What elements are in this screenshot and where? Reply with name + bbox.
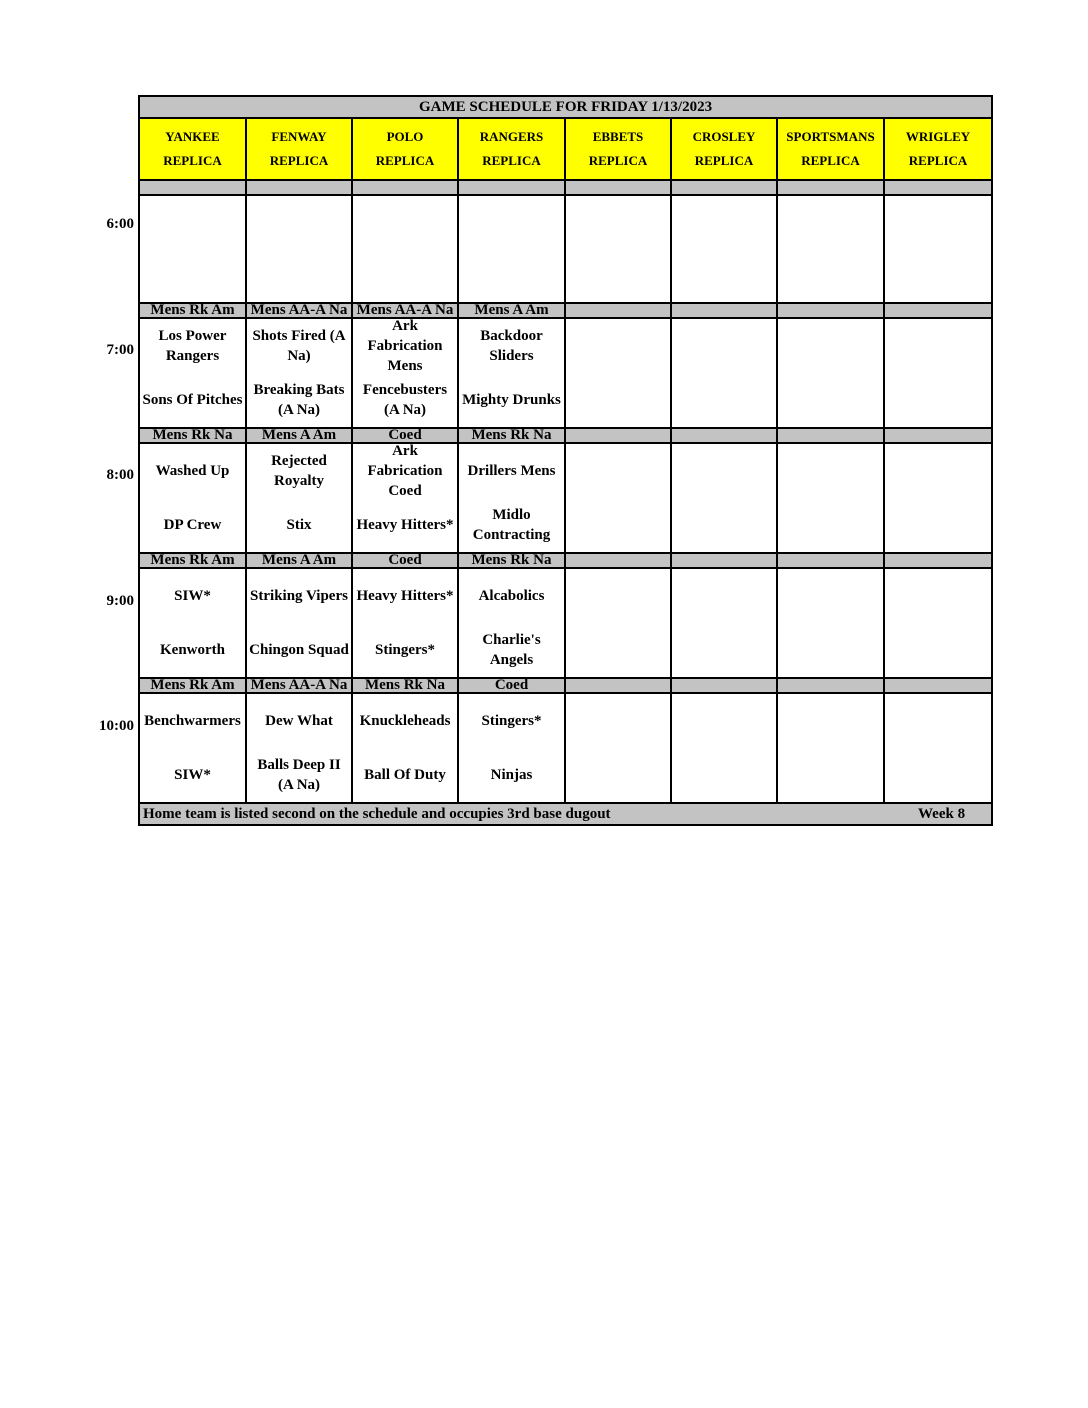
away-team (672, 444, 776, 498)
game-cell (777, 443, 884, 553)
field-header (139, 118, 246, 180)
away-team: SIW* (174, 588, 211, 604)
schedule-table (138, 95, 993, 826)
home-team: Charlie's Angels (482, 632, 541, 668)
game-cell (352, 693, 458, 803)
field-sub: REPLICA (908, 153, 968, 168)
game-cell (884, 568, 992, 678)
home-team: SIW* (174, 767, 211, 783)
division-label (777, 553, 884, 568)
division-label: Mens Rk Am (139, 678, 246, 693)
home-team: Sons Of Pitches (142, 392, 243, 408)
game-cell (565, 443, 671, 553)
game-cell (458, 443, 565, 553)
home-team: Ninjas (490, 767, 533, 783)
time-label-10: 10:00 (99, 718, 134, 734)
field-sub: REPLICA (163, 153, 222, 168)
home-team (885, 373, 991, 427)
empty-cell (884, 195, 992, 303)
slot-7-row (139, 318, 992, 428)
game-cell (458, 568, 565, 678)
division-label: Mens AA-A Na (352, 303, 458, 318)
home-team: Chingon Squad (249, 642, 349, 658)
field-sub: REPLICA (375, 153, 435, 168)
away-team (566, 444, 670, 498)
field-name: FENWAY (271, 129, 327, 144)
away-team: Washed Up (155, 463, 230, 479)
division-label (777, 678, 884, 693)
away-team (778, 569, 883, 623)
division-label: Coed (458, 678, 565, 693)
away-team (885, 694, 991, 748)
empty-cell (352, 195, 458, 303)
field-name: CROSLEY (692, 129, 756, 144)
division-label (777, 303, 884, 318)
home-team (566, 623, 670, 677)
away-team (778, 694, 883, 748)
spacer-cell (671, 180, 777, 195)
game-cell (884, 318, 992, 428)
division-label: Mens Rk Na (458, 428, 565, 443)
division-label: Mens AA-A Na (246, 678, 352, 693)
game-cell (139, 568, 246, 678)
division-label (884, 303, 992, 318)
division-label (671, 303, 777, 318)
home-team: DP Crew (163, 517, 222, 533)
game-cell (884, 443, 992, 553)
field-sub: REPLICA (694, 153, 754, 168)
away-team: Benchwarmers (144, 713, 241, 729)
home-team: Stix (286, 517, 312, 533)
home-team (566, 498, 670, 552)
division-row (139, 428, 992, 443)
home-team: Mighty Drunks (462, 392, 561, 408)
game-cell (139, 318, 246, 428)
slot-6-row (139, 195, 992, 303)
away-team: Ark Fabrication Mens (367, 318, 443, 374)
division-label: Mens Rk Am (139, 553, 246, 568)
away-team (566, 569, 670, 623)
field-name: RANGERS (479, 129, 544, 144)
game-cell (458, 318, 565, 428)
home-team: Breaking Bats (A Na) (253, 382, 345, 418)
footer-row (139, 803, 992, 825)
home-team (885, 748, 991, 802)
away-team: Striking Vipers (250, 588, 348, 604)
field-sub: REPLICA (801, 153, 860, 168)
away-team (885, 319, 991, 373)
time-label-6: 6:00 (106, 216, 134, 232)
field-name: EBBETS (592, 129, 644, 144)
away-team (778, 319, 883, 373)
division-label (884, 428, 992, 443)
division-label: Mens Rk Na (139, 428, 246, 443)
time-label-8: 8:00 (106, 467, 134, 483)
away-team (672, 569, 776, 623)
away-team (566, 319, 670, 373)
empty-cell (671, 195, 777, 303)
game-cell (777, 318, 884, 428)
division-label: Mens A Am (458, 303, 565, 318)
field-header (352, 118, 458, 180)
spacer-cell (352, 180, 458, 195)
field-name: YANKEE (165, 129, 220, 144)
empty-cell (777, 195, 884, 303)
away-team (672, 694, 776, 748)
game-cell (671, 568, 777, 678)
game-cell (246, 568, 352, 678)
home-team (672, 498, 776, 552)
footer-cell (139, 803, 992, 825)
division-label (671, 678, 777, 693)
field-name: POLO (386, 129, 424, 144)
home-team: Balls Deep II (A Na) (257, 757, 341, 793)
home-team: Kenworth (160, 642, 225, 658)
away-team: Shots Fired (A Na) (252, 328, 346, 364)
field-header (458, 118, 565, 180)
schedule-title: GAME SCHEDULE FOR FRIDAY 1/13/2023 (139, 96, 992, 118)
division-label: Mens Rk Na (352, 678, 458, 693)
game-cell (884, 693, 992, 803)
time-label-9: 9:00 (106, 593, 134, 609)
week-label: Week 8 (918, 805, 966, 822)
game-cell (352, 568, 458, 678)
field-name: WRIGLEY (905, 129, 971, 144)
home-team: Fencebusters (A Na) (362, 382, 448, 418)
home-team (778, 373, 883, 427)
away-team: Alcabolics (478, 588, 545, 604)
field-header (246, 118, 352, 180)
away-team: Stingers* (481, 713, 542, 729)
spacer-cell (139, 180, 246, 195)
division-label (565, 553, 671, 568)
home-team (672, 373, 776, 427)
division-label (565, 678, 671, 693)
title-row (139, 96, 992, 118)
game-cell (352, 443, 458, 553)
empty-cell (458, 195, 565, 303)
away-team: Heavy Hitters* (356, 588, 454, 604)
game-cell (565, 693, 671, 803)
away-team (778, 444, 883, 498)
spacer-cell (458, 180, 565, 195)
home-team: Ball Of Duty (364, 767, 446, 783)
away-team: Ark Fabrication Coed (367, 443, 443, 499)
division-label: Coed (352, 428, 458, 443)
division-label (671, 553, 777, 568)
game-cell (458, 693, 565, 803)
field-name: SPORTSMANS (786, 129, 875, 144)
field-header (777, 118, 884, 180)
home-team (885, 498, 991, 552)
home-team (778, 623, 883, 677)
spacer-cell (884, 180, 992, 195)
slot-9-row (139, 568, 992, 678)
away-team: Knuckleheads (359, 713, 451, 729)
home-team: Midlo Contracting (472, 507, 551, 543)
game-cell (246, 443, 352, 553)
game-cell (139, 443, 246, 553)
division-label (884, 553, 992, 568)
division-label: Mens Rk Am (139, 303, 246, 318)
division-label: Mens AA-A Na (246, 303, 352, 318)
empty-cell (139, 195, 246, 303)
game-cell (246, 693, 352, 803)
spacer-cell (246, 180, 352, 195)
spacer-row (139, 180, 992, 195)
game-cell (352, 318, 458, 428)
division-label: Mens A Am (246, 428, 352, 443)
game-cell (671, 443, 777, 553)
empty-cell (246, 195, 352, 303)
field-sub: REPLICA (588, 153, 648, 168)
field-header (671, 118, 777, 180)
home-team: Stingers* (375, 642, 435, 658)
away-team (566, 694, 670, 748)
game-cell (565, 318, 671, 428)
game-cell (246, 318, 352, 428)
spacer-cell (777, 180, 884, 195)
field-sub: REPLICA (269, 153, 329, 168)
slot-8-row (139, 443, 992, 553)
spacer-cell (565, 180, 671, 195)
home-team (778, 498, 883, 552)
division-label (565, 428, 671, 443)
field-header-row (139, 118, 992, 180)
game-cell (671, 318, 777, 428)
home-team (566, 373, 670, 427)
away-team: Rejected Royalty (271, 453, 327, 489)
time-label-7: 7:00 (106, 342, 134, 358)
game-cell (565, 568, 671, 678)
game-cell (777, 568, 884, 678)
division-label (777, 428, 884, 443)
division-label (565, 303, 671, 318)
game-cell (139, 693, 246, 803)
home-team: Heavy Hitters* (356, 517, 454, 533)
division-label (671, 428, 777, 443)
away-team (885, 444, 991, 498)
home-team (566, 748, 670, 802)
field-header (565, 118, 671, 180)
slot-10-row (139, 693, 992, 803)
empty-cell (565, 195, 671, 303)
division-label: Mens Rk Na (458, 553, 565, 568)
away-team: Drillers Mens (467, 463, 556, 479)
game-cell (671, 693, 777, 803)
field-sub: REPLICA (482, 153, 541, 168)
home-team (672, 623, 776, 677)
home-team (778, 748, 883, 802)
division-row (139, 678, 992, 693)
footer-note: Home team is listed second on the schedule and occupies 3rd base dugout (143, 805, 611, 822)
division-label (884, 678, 992, 693)
home-team (672, 748, 776, 802)
away-team: Backdoor Sliders (480, 328, 543, 364)
game-cell (777, 693, 884, 803)
away-team: Dew What (265, 713, 333, 729)
away-team: Los Power Rangers (158, 328, 227, 364)
division-row (139, 303, 992, 318)
division-row (139, 553, 992, 568)
away-team (672, 319, 776, 373)
away-team (885, 569, 991, 623)
home-team (885, 623, 991, 677)
field-header (884, 118, 992, 180)
division-label: Mens A Am (246, 553, 352, 568)
division-label: Coed (352, 553, 458, 568)
